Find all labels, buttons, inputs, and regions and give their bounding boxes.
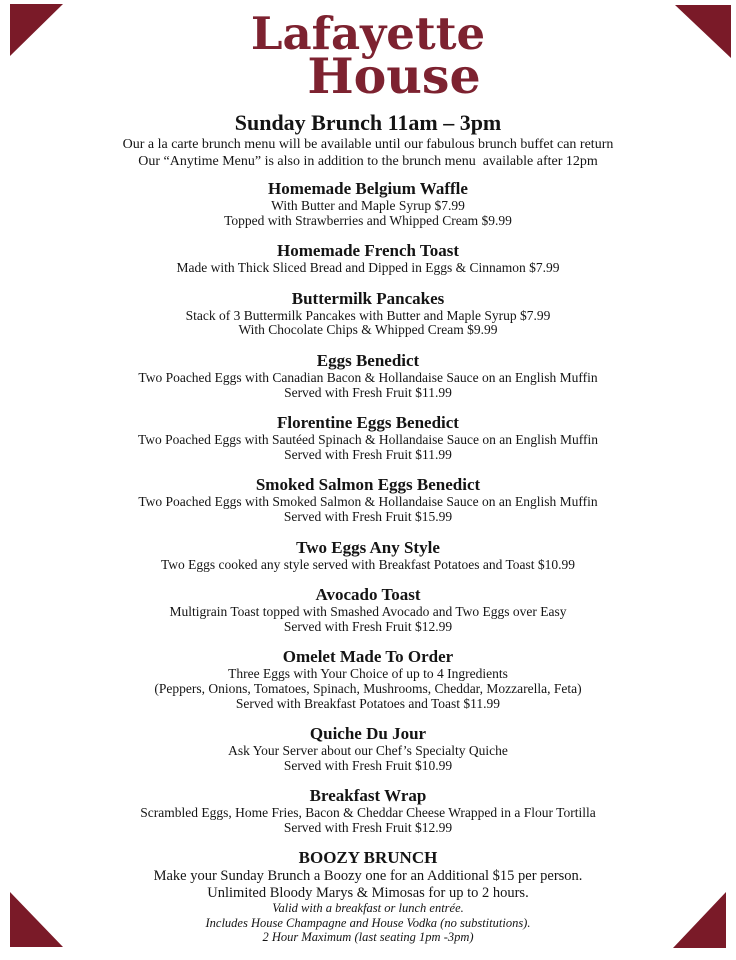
restaurant-logo: [0, 0, 736, 105]
logo-lafayette-text: Lafayette: [250, 7, 486, 60]
menu-item-name: Homemade Belgium Waffle: [268, 179, 468, 198]
menu-item-fine-print: 2 Hour Maximum (last seating 1pm -3pm): [262, 930, 474, 945]
menu-item-florentine-eggs-benedict: [0, 413, 736, 462]
menu-item-name: Two Eggs Any Style: [296, 537, 440, 557]
menu-item-line: Served with Fresh Fruit $15.99: [283, 508, 453, 524]
menu-item-line: Two Eggs cooked any style served with Breakfast Potatoes and Toast $10.99: [160, 556, 576, 572]
menu-item-french-toast: [0, 241, 736, 276]
logo-house-text: House: [307, 47, 481, 105]
menu-item-name: Quiche Du Jour: [309, 724, 427, 744]
menu-item-line: Unlimited Bloody Marys & Mimosas for up to 2 hours.: [207, 884, 529, 901]
menu-item-line: Served with Fresh Fruit $12.99: [283, 819, 453, 835]
menu-item-line: With Butter and Maple Syrup $7.99: [271, 198, 465, 213]
menu-item-belgium-waffle: [0, 179, 736, 228]
menu-item-name: Homemade French Toast: [277, 241, 459, 261]
menu-item-eggs-benedict: [0, 351, 736, 400]
menu-item-line: Served with Fresh Fruit $12.99: [283, 618, 453, 634]
menu-item-name: Florentine Eggs Benedict: [277, 413, 459, 433]
corner-triangle-bottom-left-icon: [10, 892, 63, 947]
menu-item-line: Make your Sunday Brunch a Boozy one for an Additional $15 per person.: [153, 868, 583, 885]
menu-item-line: Stack of 3 Buttermilk Pancakes with Butter and Maple Syrup $7.99: [185, 307, 551, 323]
menu-list: [0, 179, 736, 945]
page-title: Sunday Brunch 11am – 3pm: [234, 110, 502, 135]
menu-item-line: Served with Fresh Fruit $11.99: [284, 446, 452, 462]
header-subtitle-2: Our “Anytime Menu” is also in addition to the brunch menu available after 12pm: [138, 154, 598, 169]
menu-item-line: Served with Fresh Fruit $10.99: [283, 757, 453, 773]
menu-item-line: Two Poached Eggs with Sautéed Spinach & Hollandaise Sauce on an English Muffin: [138, 432, 598, 448]
menu-item-quiche-du-jour: [0, 724, 736, 773]
menu-item-avocado-toast: [0, 585, 736, 634]
header-subtitle-1: Our a la carte brunch menu will be available until our fabulous brunch buffet can return: [122, 137, 614, 152]
menu-item-smoked-salmon-eggs-benedict: [0, 475, 736, 524]
menu-item-omelet-made-to-order: [0, 647, 736, 711]
menu-item-line: Three Eggs with Your Choice of up to 4 Ingredients: [228, 666, 508, 682]
menu-item-line: Ask Your Server about our Chef’s Specialty Quiche: [228, 743, 508, 759]
menu-item-name: Omelet Made To Order: [282, 647, 454, 667]
menu-item-line: Served with Fresh Fruit $11.99: [284, 384, 452, 400]
menu-item-name: Eggs Benedict: [316, 350, 420, 370]
corner-triangle-top-left-icon: [10, 4, 63, 56]
menu-item-breakfast-wrap: [0, 786, 736, 835]
menu-item-line: Two Poached Eggs with Smoked Salmon & Hollandaise Sauce on an English Muffin: [138, 494, 598, 510]
menu-item-name: Avocado Toast: [315, 585, 421, 605]
menu-item-line: Topped with Strawberries and Whipped Cream $9.99: [224, 212, 512, 228]
menu-item-line: Scrambled Eggs, Home Fries, Bacon & Cheddar Cheese Wrapped in a Flour Tortilla: [140, 805, 596, 821]
menu-item-name: Smoked Salmon Eggs Benedict: [255, 475, 481, 495]
menu-item-line: Two Poached Eggs with Canadian Bacon & Hollandaise Sauce on an English Muffin: [138, 369, 598, 385]
menu-item-line: With Chocolate Chips & Whipped Cream $9.99: [238, 322, 498, 338]
menu-item-name: Buttermilk Pancakes: [291, 288, 445, 308]
menu-item-two-eggs-any-style: [0, 538, 736, 573]
menu-item-name: Breakfast Wrap: [309, 786, 427, 806]
menu-item-buttermilk-pancakes: [0, 289, 736, 338]
menu-item-fine-print: Valid with a breakfast or lunch entrée.: [272, 901, 464, 916]
menu-item-line: (Peppers, Onions, Tomatoes, Spinach, Mushrooms, Cheddar, Mozzarella, Feta): [154, 680, 582, 696]
menu-item-name: BOOZY BRUNCH: [298, 848, 438, 868]
menu-item-fine-print: Includes House Champagne and House Vodka (no substitutions).: [205, 915, 531, 930]
menu-item-boozy-brunch: [0, 848, 736, 945]
menu-item-line: Made with Thick Sliced Bread and Dipped in Eggs & Cinnamon $7.99: [176, 260, 560, 276]
menu-item-line: Served with Breakfast Potatoes and Toast $11.99: [235, 695, 501, 711]
corner-triangle-bottom-right-icon: [673, 892, 726, 948]
menu-item-line: Multigrain Toast topped with Smashed Avocado and Two Eggs over Easy: [169, 604, 567, 620]
